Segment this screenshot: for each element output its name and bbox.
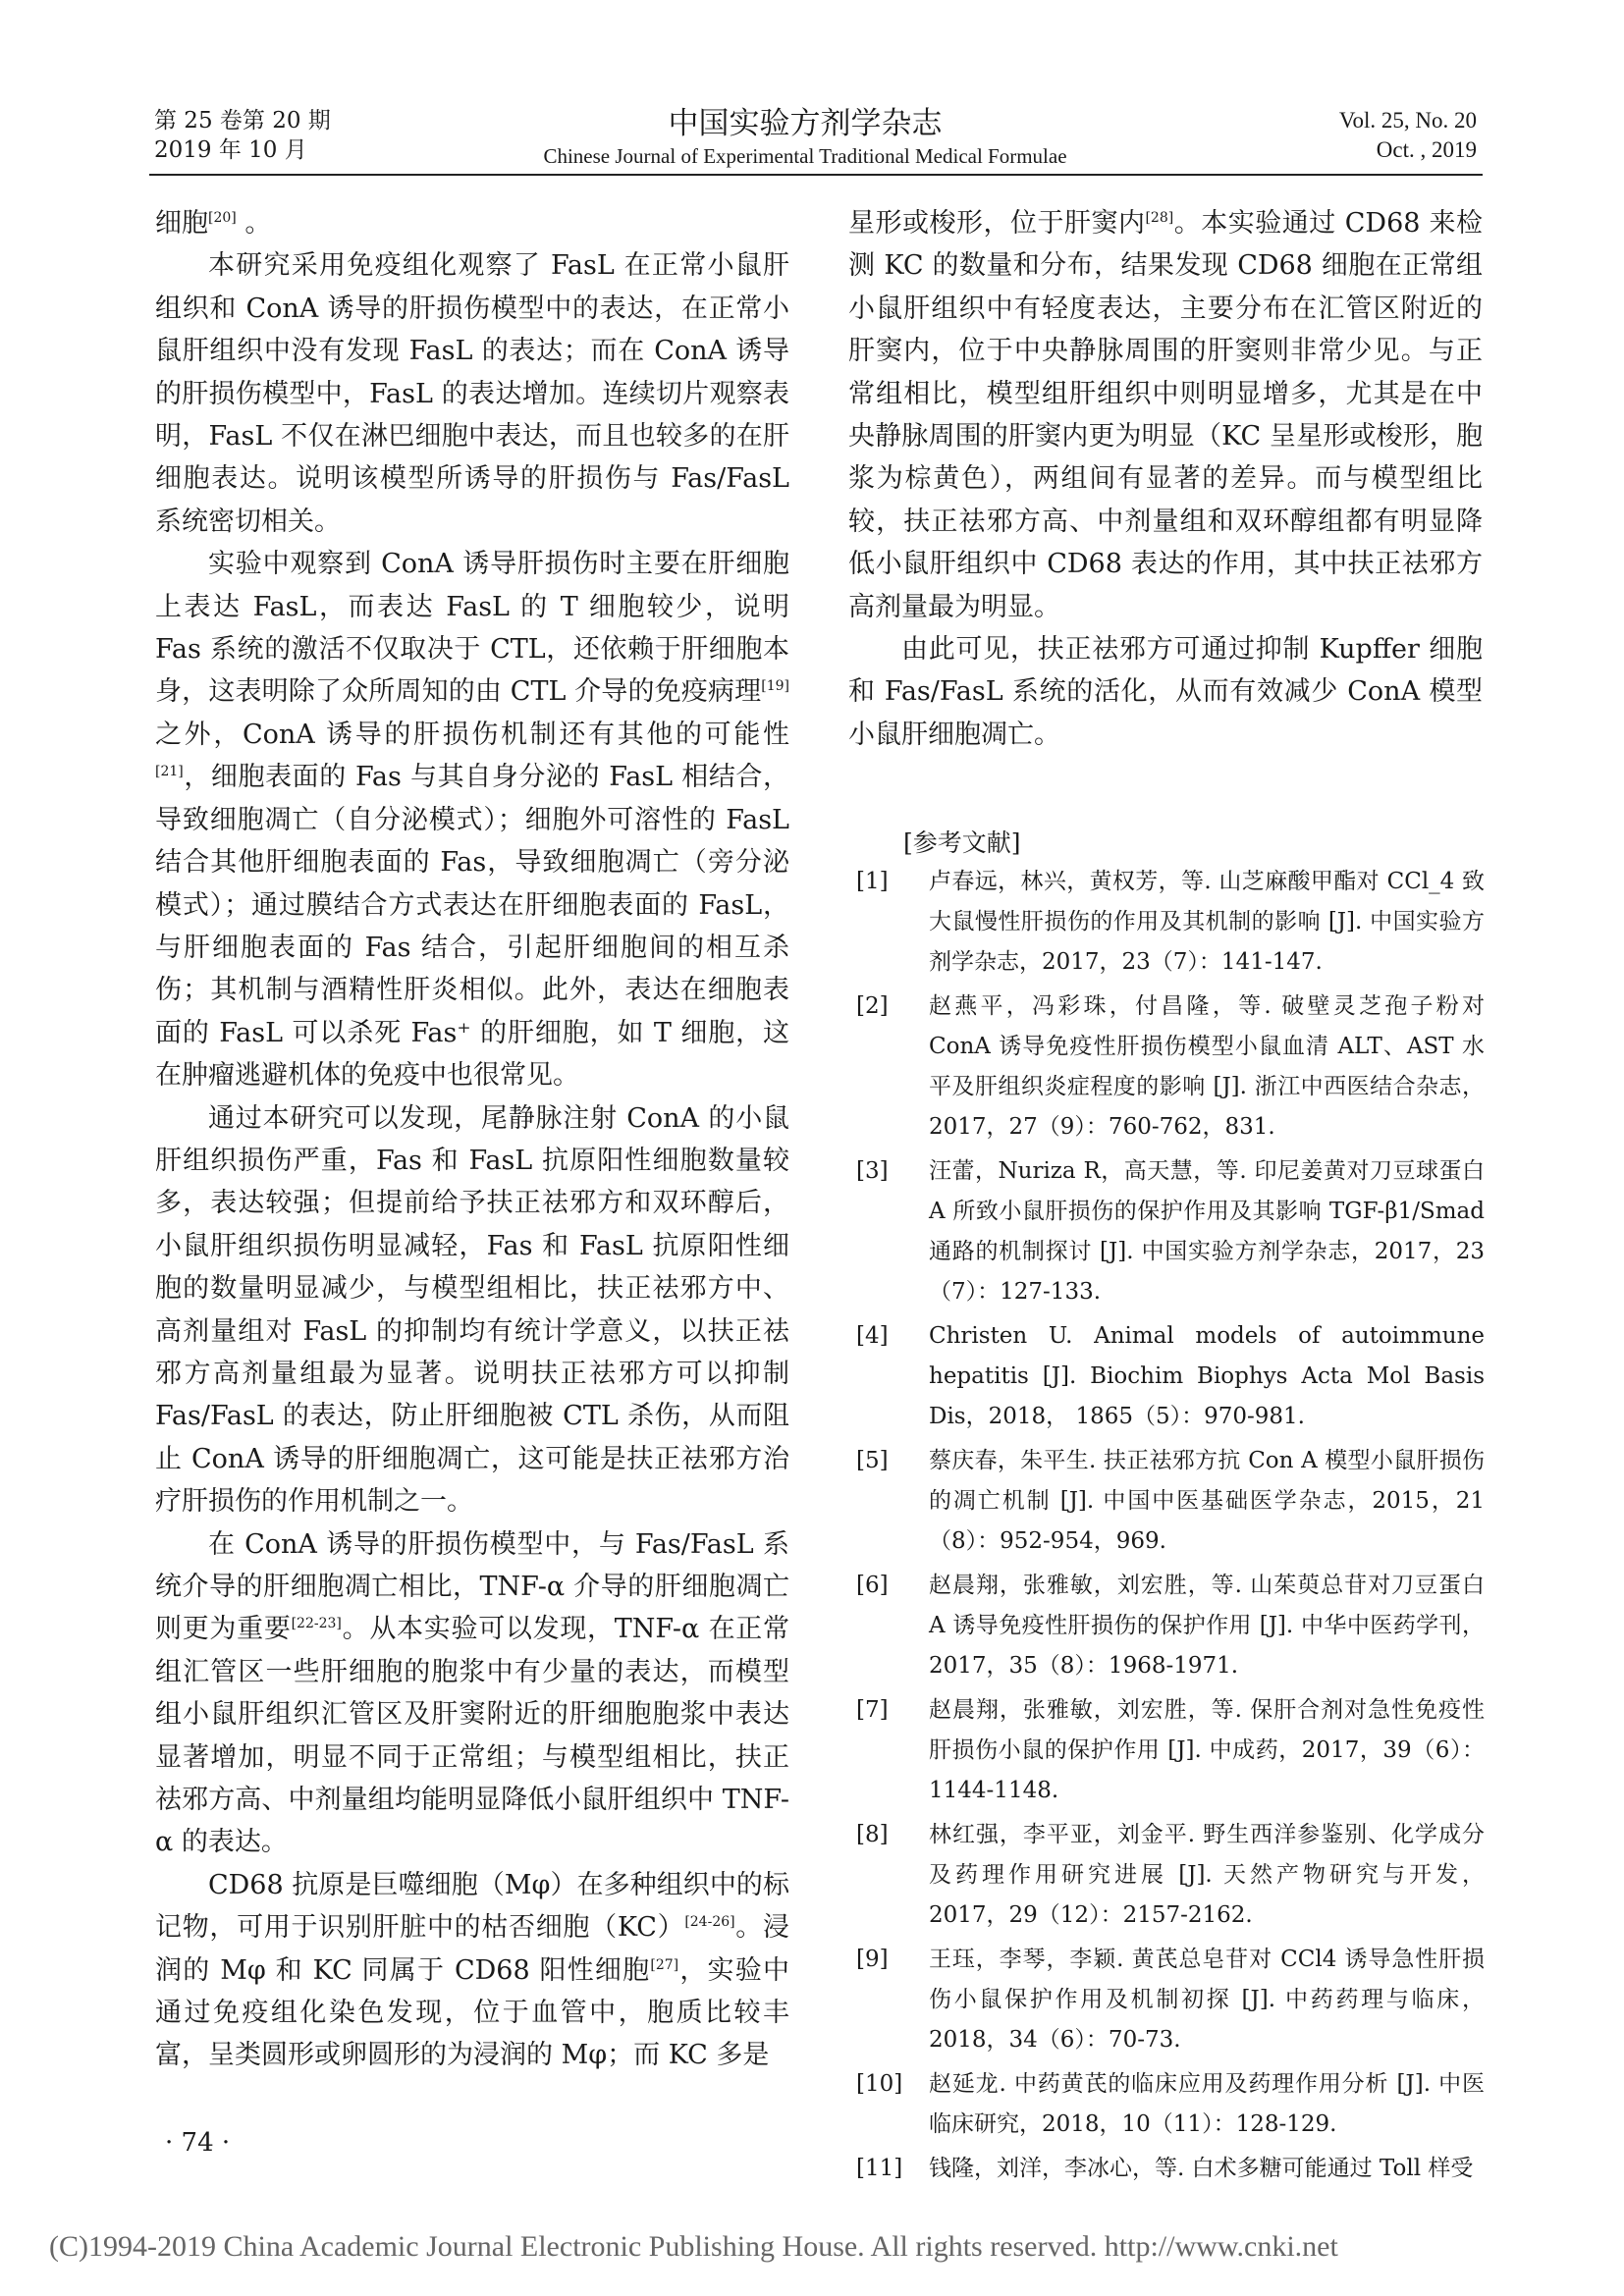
reference-item <box>850 987 1485 1148</box>
reference-text: 赵晨翔，张雅敏，刘宏胜，等. 山茱萸总苷对刀豆蛋白 A 诱导免疫性肝损伤的保护作用 [J]. 中华中医药学刊，2017，35（8）：1968-1971. <box>929 1573 1485 1679</box>
paragraph: 细胞[20] 。 <box>155 208 272 239</box>
header-rule <box>149 174 1483 176</box>
citation: [21] <box>155 764 184 780</box>
citation: [20] <box>208 210 237 226</box>
references-title: [参考文献] <box>903 828 1021 857</box>
reference-number: [11] <box>856 2156 903 2181</box>
citation: [19] <box>761 678 789 695</box>
reference-number: [8] <box>856 1822 889 1847</box>
paragraph: CD68 抗原是巨噬细胞（Mφ）在多种组织中的标记物，可用于识别肝脏中的枯否细胞（KC）[24-26]。浸润的 Mφ 和 KC 同属于 CD68 阳性细胞[27]，实验中通过免疫组化染色发现，位于血管中，胞质比较丰富，呈类圆形或卵圆形的为浸润的 Mφ；而 KC 多是 <box>155 1869 789 2071</box>
reference-number: [6] <box>856 1573 889 1598</box>
copyright-footer: (C)1994-2019 China Academic Journal Electronic Publishing House. All rights reserved. http://www.cnki.net <box>49 2230 1338 2263</box>
reference-text: 赵晨翔，张雅敏，刘宏胜，等. 保肝合剂对急性免疫性肝损伤小鼠的保护作用 [J]. 中成药，2017，39（6）：1144-1148. <box>929 1697 1485 1803</box>
reference-text: Christen U. Animal models of autoimmune hepatitis [J]. Biochim Biophys Acta Mol Basis Dis，2018， 1865（5）：970-981. <box>929 1323 1485 1429</box>
reference-number: [3] <box>856 1158 889 1184</box>
journal-title-en: Chinese Journal of Experimental Traditional Medical Formulae <box>543 144 1067 168</box>
citation: [22-23] <box>291 1616 342 1632</box>
reference-text: 林红强，李平亚，刘金平. 野生西洋参鉴别、化学成分及药理作用研究进展 [J]. 天然产物研究与开发，2017，29（12）：2157-2162. <box>929 1822 1485 1928</box>
reference-text: 蔡庆春，朱平生. 扶正祛邪方抗 Con A 模型小鼠肝损伤的凋亡机制 [J]. 中国中医基础医学杂志，2015，21（8）：952-954，969. <box>929 1448 1485 1554</box>
citation: [27] <box>650 1956 679 1973</box>
paragraph: 通过本研究可以发现，尾静脉注射 ConA 的小鼠肝组织损伤严重，Fas 和 FasL 抗原阳性细胞数量较多，表达较强；但提前给予扶正祛邪方和双环醇后，小鼠肝组织损伤明显减轻，Fas 和 FasL 抗原阳性细胞的数量明显减少，与模型组相比，扶正祛邪方中、高剂量组对 FasL 的抑制均有统计学意义，以扶正祛邪方高剂量组最为显著。说明扶正祛邪方可以抑制 Fas/FasL 的表达，防止肝细胞被 CTL 杀伤，从而阻止 ConA 诱导的肝细胞凋亡，这可能是扶正祛邪方治疗肝损伤的作用机制之一。 <box>155 1102 789 1518</box>
left-column <box>155 202 789 2077</box>
paragraph: 在 ConA 诱导的肝损伤模型中，与 Fas/FasL 系统介导的肝细胞凋亡相比，TNF-α 介导的肝细胞凋亡则更为重要[22-23]。从本实验可以发现，TNF-α 在正常组汇管区一些肝细胞的胞浆中有少量的表达，而模型组小鼠肝组织汇管区及肝窦附近的肝细胞胞浆中表达显著增加，明显不同于正常组；与模型组相比，扶正祛邪方高、中剂量组均能明显降低小鼠肝组织中 TNF-α 的表达。 <box>155 1528 790 1858</box>
citation: [24-26] <box>684 1914 735 1931</box>
reference-item <box>850 1566 1485 1686</box>
reference-item <box>850 1940 1485 2060</box>
reference-item <box>850 2064 1485 2145</box>
paragraph: 实验中观察到 ConA 诱导肝损伤时主要在肝细胞上表达 FasL，而表达 FasL 的 T 细胞较少，说明 Fas 系统的激活不仅取决于 CTL，还依赖于肝细胞本身，这表明除了众所周知的由 CTL 介导的免疫病理[19]之外，ConA 诱导的肝损伤机制还有其他的可能性[21]，细胞表面的 Fas 与其自身分泌的 FasL 相结合，导致细胞凋亡（自分泌模式）；细胞外可溶性的 FasL 结合其他肝细胞表面的 Fas，导致细胞凋亡（旁分泌模式）；通过膜结合方式表达在肝细胞表面的 FasL，与肝细胞表面的 Fas 结合，引起肝细胞间的相互杀伤；其机制与酒精性肝炎相似。此外，表达在细胞表面的 FasL 可以杀死 Fas⁺ 的肝细胞，如 T 细胞，这在肿瘤逃避机体的免疫中也很常见。 <box>155 549 789 1092</box>
reference-number: [10] <box>856 2071 903 2097</box>
journal-title <box>412 106 1198 171</box>
reference-item <box>850 1316 1485 1437</box>
reference-text: 王珏，李琴，李颖. 黄芪总皂苷对 CCl4 诱导急性肝损伤小鼠保护作用及机制初探 [J]. 中药药理与临床，2018，34（6）：70-73. <box>929 1947 1485 2053</box>
reference-number: [2] <box>856 993 889 1019</box>
right-column <box>848 202 1483 756</box>
reference-number: [5] <box>856 1448 889 1473</box>
reference-number: [7] <box>856 1697 889 1723</box>
reference-text: 钱隆，刘洋，李冰心，等. 白术多糖可能通过 Toll 样受 <box>929 2156 1474 2181</box>
reference-number: [1] <box>856 869 889 894</box>
volume-issue: 第 25 卷第 20 期 <box>154 108 331 133</box>
reference-item <box>850 1815 1485 1936</box>
reference-number: [4] <box>856 1323 889 1349</box>
reference-text: 赵延龙. 中药黄芪的临床应用及药理作用分析 [J]. 中医临床研究，2018，10（11）：128-129. <box>929 2071 1485 2137</box>
paragraph: 星形或梭形，位于肝窦内[28]。本实验通过 CD68 来检测 KC 的数量和分布，结果发现 CD68 细胞在正常组小鼠肝组织中有轻度表达，主要分布在汇管区附近的肝窦内，位于中央静脉周围的肝窦则非常少见。与正常组相比，模型组肝组织中则明显增多，尤其是在中央静脉周围的肝窦内更为明显（KC 呈星形或梭形，胞浆为棕黄色），两组间有显著的差异。而与模型组比较，扶正祛邪方高、中剂量组和双环醇组都有明显降低小鼠肝组织中 CD68 表达的作用，其中扶正祛邪方高剂量最为明显。 <box>848 208 1484 622</box>
journal-title-cn: 中国实验方剂学杂志 <box>668 106 943 141</box>
reference-text: 赵燕平，冯彩珠，付昌隆，等. 破壁灵芝孢子粉对 ConA 诱导免疫性肝损伤模型小鼠血清 ALT、AST 水平及肝组织炎症程度的影响 [J]. 浙江中西医结合杂志，2017，27（9）：760-762，831. <box>929 993 1485 1140</box>
issue-info <box>154 106 331 165</box>
citation: [28] <box>1145 210 1174 226</box>
reference-item <box>850 1151 1485 1312</box>
issue-info-en <box>1339 106 1477 165</box>
volume-issue-en: Vol. 25, No. 20 <box>1338 108 1477 133</box>
reference-item <box>850 1441 1485 1562</box>
issue-date-en: Oct. , 2019 <box>1376 137 1477 162</box>
reference-item <box>850 2149 1485 2189</box>
reference-list <box>850 862 1485 2193</box>
issue-date: 2019 年 10 月 <box>154 137 307 163</box>
page-number: · 74 · <box>165 2128 231 2158</box>
reference-item <box>850 862 1485 983</box>
reference-number: [9] <box>856 1947 889 1972</box>
paragraph: 本研究采用免疫组化观察了 FasL 在正常小鼠肝组织和 ConA 诱导的肝损伤模型中的表达，在正常小鼠肝组织中没有发现 FasL 的表达；而在 ConA 诱导的肝损伤模型中，FasL 的表达增加。连续切片观察表明，FasL 不仅在淋巴细胞中表达，而且也较多的在肝细胞表达。说明该模型所诱导的肝损伤与 Fas/FasL 系统密切相关。 <box>155 250 789 537</box>
reference-item <box>850 1690 1485 1811</box>
paragraph: 由此可见，扶正祛邪方可通过抑制 Kupffer 细胞和 Fas/FasL 系统的活化，从而有效减少 ConA 模型小鼠肝细胞凋亡。 <box>848 634 1483 750</box>
reference-text: 卢春远，林兴，黄权芳，等. 山芝麻酸甲酯对 CCl_4 致大鼠慢性肝损伤的作用及其机制的影响 [J]. 中国实验方剂学杂志，2017，23（7）：141-147. <box>929 869 1485 975</box>
reference-text: 汪蕾，Nuriza R，高天慧，等. 印尼姜黄对刀豆球蛋白 A 所致小鼠肝损伤的保护作用及其影响 TGF-β1/Smad 通路的机制探讨 [J]. 中国实验方剂学杂志，2017，23（7）：127-133. <box>929 1158 1485 1305</box>
